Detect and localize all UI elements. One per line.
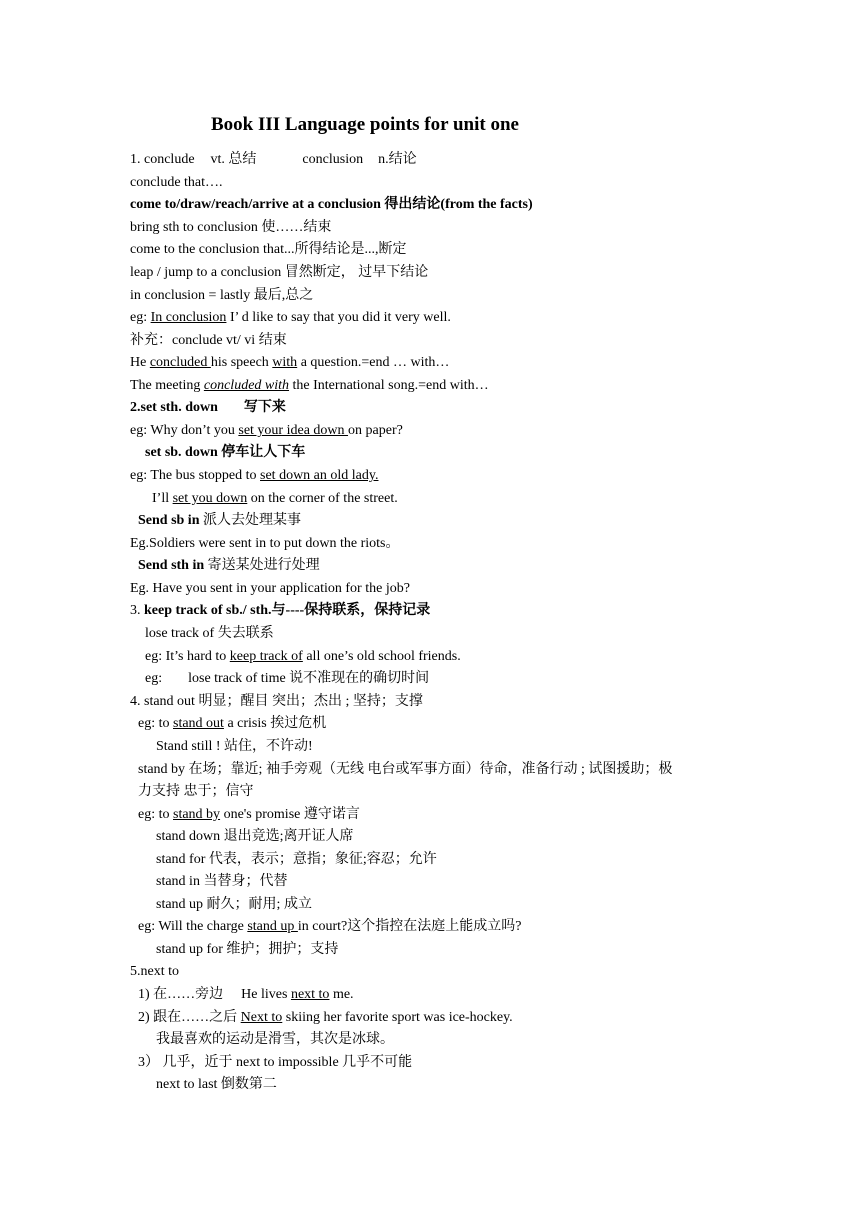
example-text: a crisis 挨过危机 xyxy=(223,716,327,731)
line-example-concluded xyxy=(130,353,449,373)
meaning-text: 1) 在……旁边 xyxy=(138,987,224,1002)
line-example-in-conclusion xyxy=(130,308,451,328)
line-example-set-idea-down xyxy=(130,421,403,441)
line-next-to-after xyxy=(138,1008,513,1028)
underlined-phrase: stand out xyxy=(173,716,224,731)
line-stand-up: stand up 耐久；耐用; 成立 xyxy=(156,897,312,912)
heading-keep-track xyxy=(130,601,430,621)
line-leap-to-conclusion: leap / jump to a conclusion 冒然断定， 过早下结论 xyxy=(130,265,429,280)
underlined-phrase: keep track of xyxy=(229,649,303,664)
line-next-to-last: next to last 倒数第二 xyxy=(156,1077,277,1092)
line-in-conclusion: in conclusion = lastly 最后,总之 xyxy=(130,288,314,303)
line-stand-still: Stand still ! 站住，不许动! xyxy=(156,739,313,754)
line-example-keep-track xyxy=(145,647,461,667)
example-text: his speech xyxy=(210,355,273,370)
line-example-bus xyxy=(130,466,378,486)
line-stand-by: stand by 在场；靠近; 袖手旁观（无线 电台或军事方面）待命，准备行动 ; 试图援助；极 xyxy=(138,762,673,777)
example-text: eg: to xyxy=(138,807,173,822)
line-example-meeting xyxy=(130,376,489,396)
line-stand-for: stand for 代表，表示；意指；象征;容忍；允许 xyxy=(156,852,437,867)
example-text: eg: to xyxy=(138,716,173,731)
heading-stand-out: 4. stand out 明显；醒目 突出；杰出 ; 坚持；支撑 xyxy=(130,694,423,709)
underlined-phrase: In conclusion xyxy=(150,310,227,325)
line-come-to-conclusion: come to/draw/reach/arrive at a conclusion 得出结论(from the facts) xyxy=(130,197,533,212)
example-text: on paper? xyxy=(348,423,403,438)
heading-set-down xyxy=(130,398,286,418)
line-come-to-the-conclusion: come to the conclusion that...所得结论是...,断定 xyxy=(130,242,407,257)
underlined-phrase: stand up xyxy=(247,919,298,934)
example-text: on the corner of the street. xyxy=(247,491,398,506)
example-text: eg: Will the charge xyxy=(138,919,248,934)
example-text: in court?这个指控在法庭上能成立吗? xyxy=(297,919,522,934)
underlined-phrase: set your idea down xyxy=(238,423,349,438)
heading-meaning: 写下来 xyxy=(243,400,286,415)
example-prefix: eg: xyxy=(145,671,163,686)
heading-term: 2.set sth. down xyxy=(130,400,218,415)
line-set-sb-down: set sb. down 停车让人下车 xyxy=(145,445,306,460)
line-translation: 我最喜欢的运动是滑雪，其次是冰球。 xyxy=(156,1032,394,1047)
underlined-phrase: concluded xyxy=(149,355,211,370)
line-conclude-definition xyxy=(130,150,417,170)
line-example-lose-track-time xyxy=(145,669,429,689)
line-bring-to-conclusion: bring sth to conclusion 使……结束 xyxy=(130,220,332,235)
underlined-phrase: with xyxy=(272,355,298,370)
pos-vt: vt. 总结 xyxy=(210,152,257,167)
underlined-phrase: Next to xyxy=(240,1010,283,1025)
line-example-stand-up xyxy=(138,917,521,937)
example-text: me. xyxy=(329,987,354,1002)
page-title: Book III Language points for unit one xyxy=(211,114,519,135)
underlined-phrase: concluded with xyxy=(203,378,290,393)
meaning-text: 2) 跟在……之后 xyxy=(138,1010,241,1025)
example-text: eg: It’s hard to xyxy=(145,649,230,664)
example-text: all one’s old school friends. xyxy=(302,649,461,664)
term-conclude: 1. conclude xyxy=(130,152,195,167)
line-supplement: 补充：conclude vt/ vi 结束 xyxy=(130,333,287,348)
example-text: skiing her favorite sport was ice-hockey. xyxy=(282,1010,513,1025)
line-stand-down: stand down 退出竞选;离开证人席 xyxy=(156,829,354,844)
line-example-set-you-down xyxy=(152,489,398,509)
example-prefix: eg: xyxy=(130,310,151,325)
line-example-application: Eg. Have you sent in your application for the job? xyxy=(130,581,410,596)
term-conclusion: conclusion xyxy=(302,152,364,167)
line-example-stand-out xyxy=(138,714,326,734)
heading-next-to: 5.next to xyxy=(130,964,179,979)
heading-term: keep track of sb./ sth.与----保持联系，保持记录 xyxy=(144,603,431,618)
heading-number: 3. xyxy=(130,603,144,618)
example-text: He xyxy=(130,355,150,370)
phrase-term: Send sb in xyxy=(138,513,200,528)
example-text: I’ll xyxy=(152,491,173,506)
underlined-phrase: next to xyxy=(290,987,330,1002)
phrase-meaning: 派人去处理某事 xyxy=(199,513,301,528)
example-text: lose track of time 说不准现在的确切时间 xyxy=(188,671,430,686)
line-send-sb-in xyxy=(138,511,301,531)
example-text: He lives xyxy=(241,987,291,1002)
line-example-soldiers: Eg.Soldiers were sent in to put down the riots。 xyxy=(130,536,400,551)
line-next-to-beside xyxy=(138,985,354,1005)
example-text: eg: Why don’t you xyxy=(130,423,239,438)
pos-n: n.结论 xyxy=(378,152,417,167)
example-text: The meeting xyxy=(130,378,204,393)
example-text: a question.=end … with… xyxy=(297,355,450,370)
underlined-phrase: set you down xyxy=(172,491,248,506)
example-text: one's promise 遵守诺言 xyxy=(220,807,360,822)
line-stand-in: stand in 当替身；代替 xyxy=(156,874,288,889)
underlined-phrase: stand by xyxy=(173,807,221,822)
example-text: eg: The bus stopped to xyxy=(130,468,261,483)
example-text: the International song.=end with… xyxy=(289,378,489,393)
example-text: I’ d like to say that you did it very well. xyxy=(226,310,451,325)
phrase-term: Send sth in xyxy=(138,558,205,573)
line-stand-by-cont: 力支持 忠于；信守 xyxy=(138,784,254,799)
line-send-sth-in xyxy=(138,556,320,576)
line-example-stand-by xyxy=(138,805,360,825)
line-stand-up-for: stand up for 维护；拥护；支持 xyxy=(156,942,339,957)
phrase-meaning: 寄送某处进行处理 xyxy=(204,558,320,573)
line-lose-track: lose track of 失去联系 xyxy=(145,626,274,641)
underlined-phrase: set down an old lady. xyxy=(260,468,379,483)
line-conclude-that: conclude that…. xyxy=(130,175,223,190)
line-next-to-almost: 3） 几乎，近于 next to impossible 几乎不可能 xyxy=(138,1055,413,1070)
